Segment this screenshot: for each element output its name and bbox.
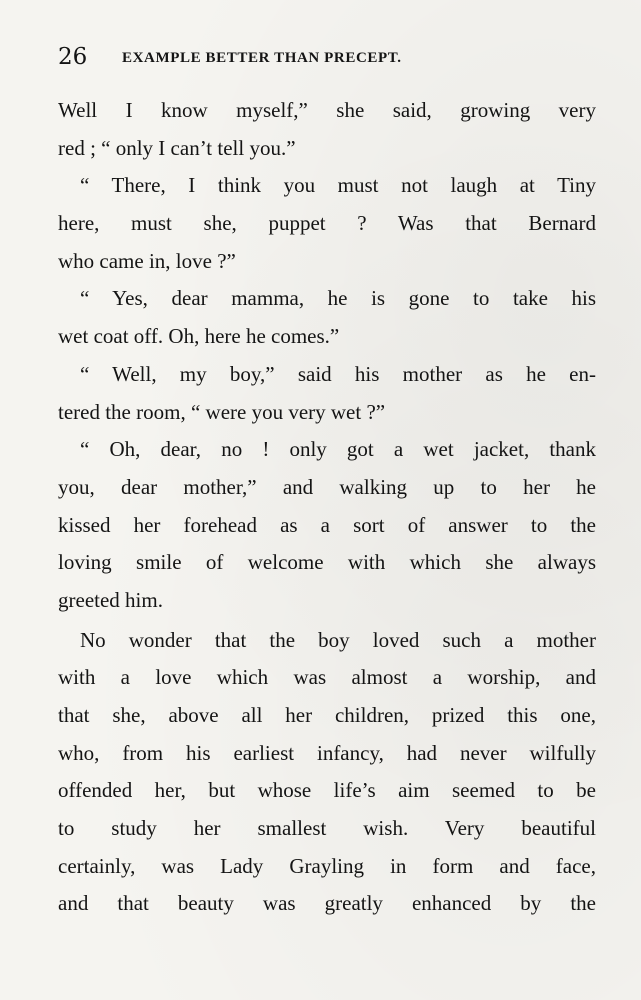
text-line: “ There, I think you must not laugh at Tiny bbox=[80, 173, 596, 198]
text-line: “ Oh, dear, no ! only got a wet jacket, thank bbox=[80, 437, 596, 462]
text-line: with a love which was almost a worship, and bbox=[58, 665, 596, 690]
text-line: to study her smallest wish. Very beautiful bbox=[58, 816, 596, 841]
text-line: “ Well, my boy,” said his mother as he en- bbox=[80, 361, 596, 386]
text-line: “ Yes, dear mamma, he is gone to take his bbox=[80, 286, 596, 311]
text-line: that she, above all her children, prized this one, bbox=[58, 703, 596, 727]
text-line: loving smile of welcome with which she always bbox=[58, 550, 596, 575]
text-line: greeted him. bbox=[58, 587, 163, 612]
text-line: kissed her forehead as a sort of answer to the bbox=[58, 512, 596, 537]
page-number: 26 bbox=[58, 44, 88, 70]
text-line: who came in, love ?” bbox=[58, 248, 236, 273]
text-line: who, from his earliest infancy, had never wilfully bbox=[58, 740, 596, 765]
text-line: wet coat off. Oh, here he comes.” bbox=[58, 324, 340, 349]
text-line: Well I know myself,” she said, growing very bbox=[58, 98, 596, 122]
body-text bbox=[58, 92, 596, 923]
text-line: here, must she, puppet ? Was that Bernard bbox=[58, 211, 596, 236]
page-header bbox=[58, 42, 598, 72]
text-line: tered the room, “ were you very wet ?” bbox=[58, 399, 386, 424]
text-line: you, dear mother,” and walking up to her he bbox=[58, 474, 596, 499]
running-title: EXAMPLE BETTER THAN PRECEPT. bbox=[122, 50, 402, 66]
text-line: and that beauty was greatly enhanced by the bbox=[58, 891, 596, 916]
text-line: No wonder that the boy loved such a mother bbox=[80, 627, 596, 652]
text-line: certainly, was Lady Grayling in form and face, bbox=[58, 853, 596, 878]
text-line: offended her, but whose life’s aim seemed to be bbox=[58, 778, 596, 803]
text-line: red ; “ only I can’t tell you.” bbox=[58, 135, 296, 160]
